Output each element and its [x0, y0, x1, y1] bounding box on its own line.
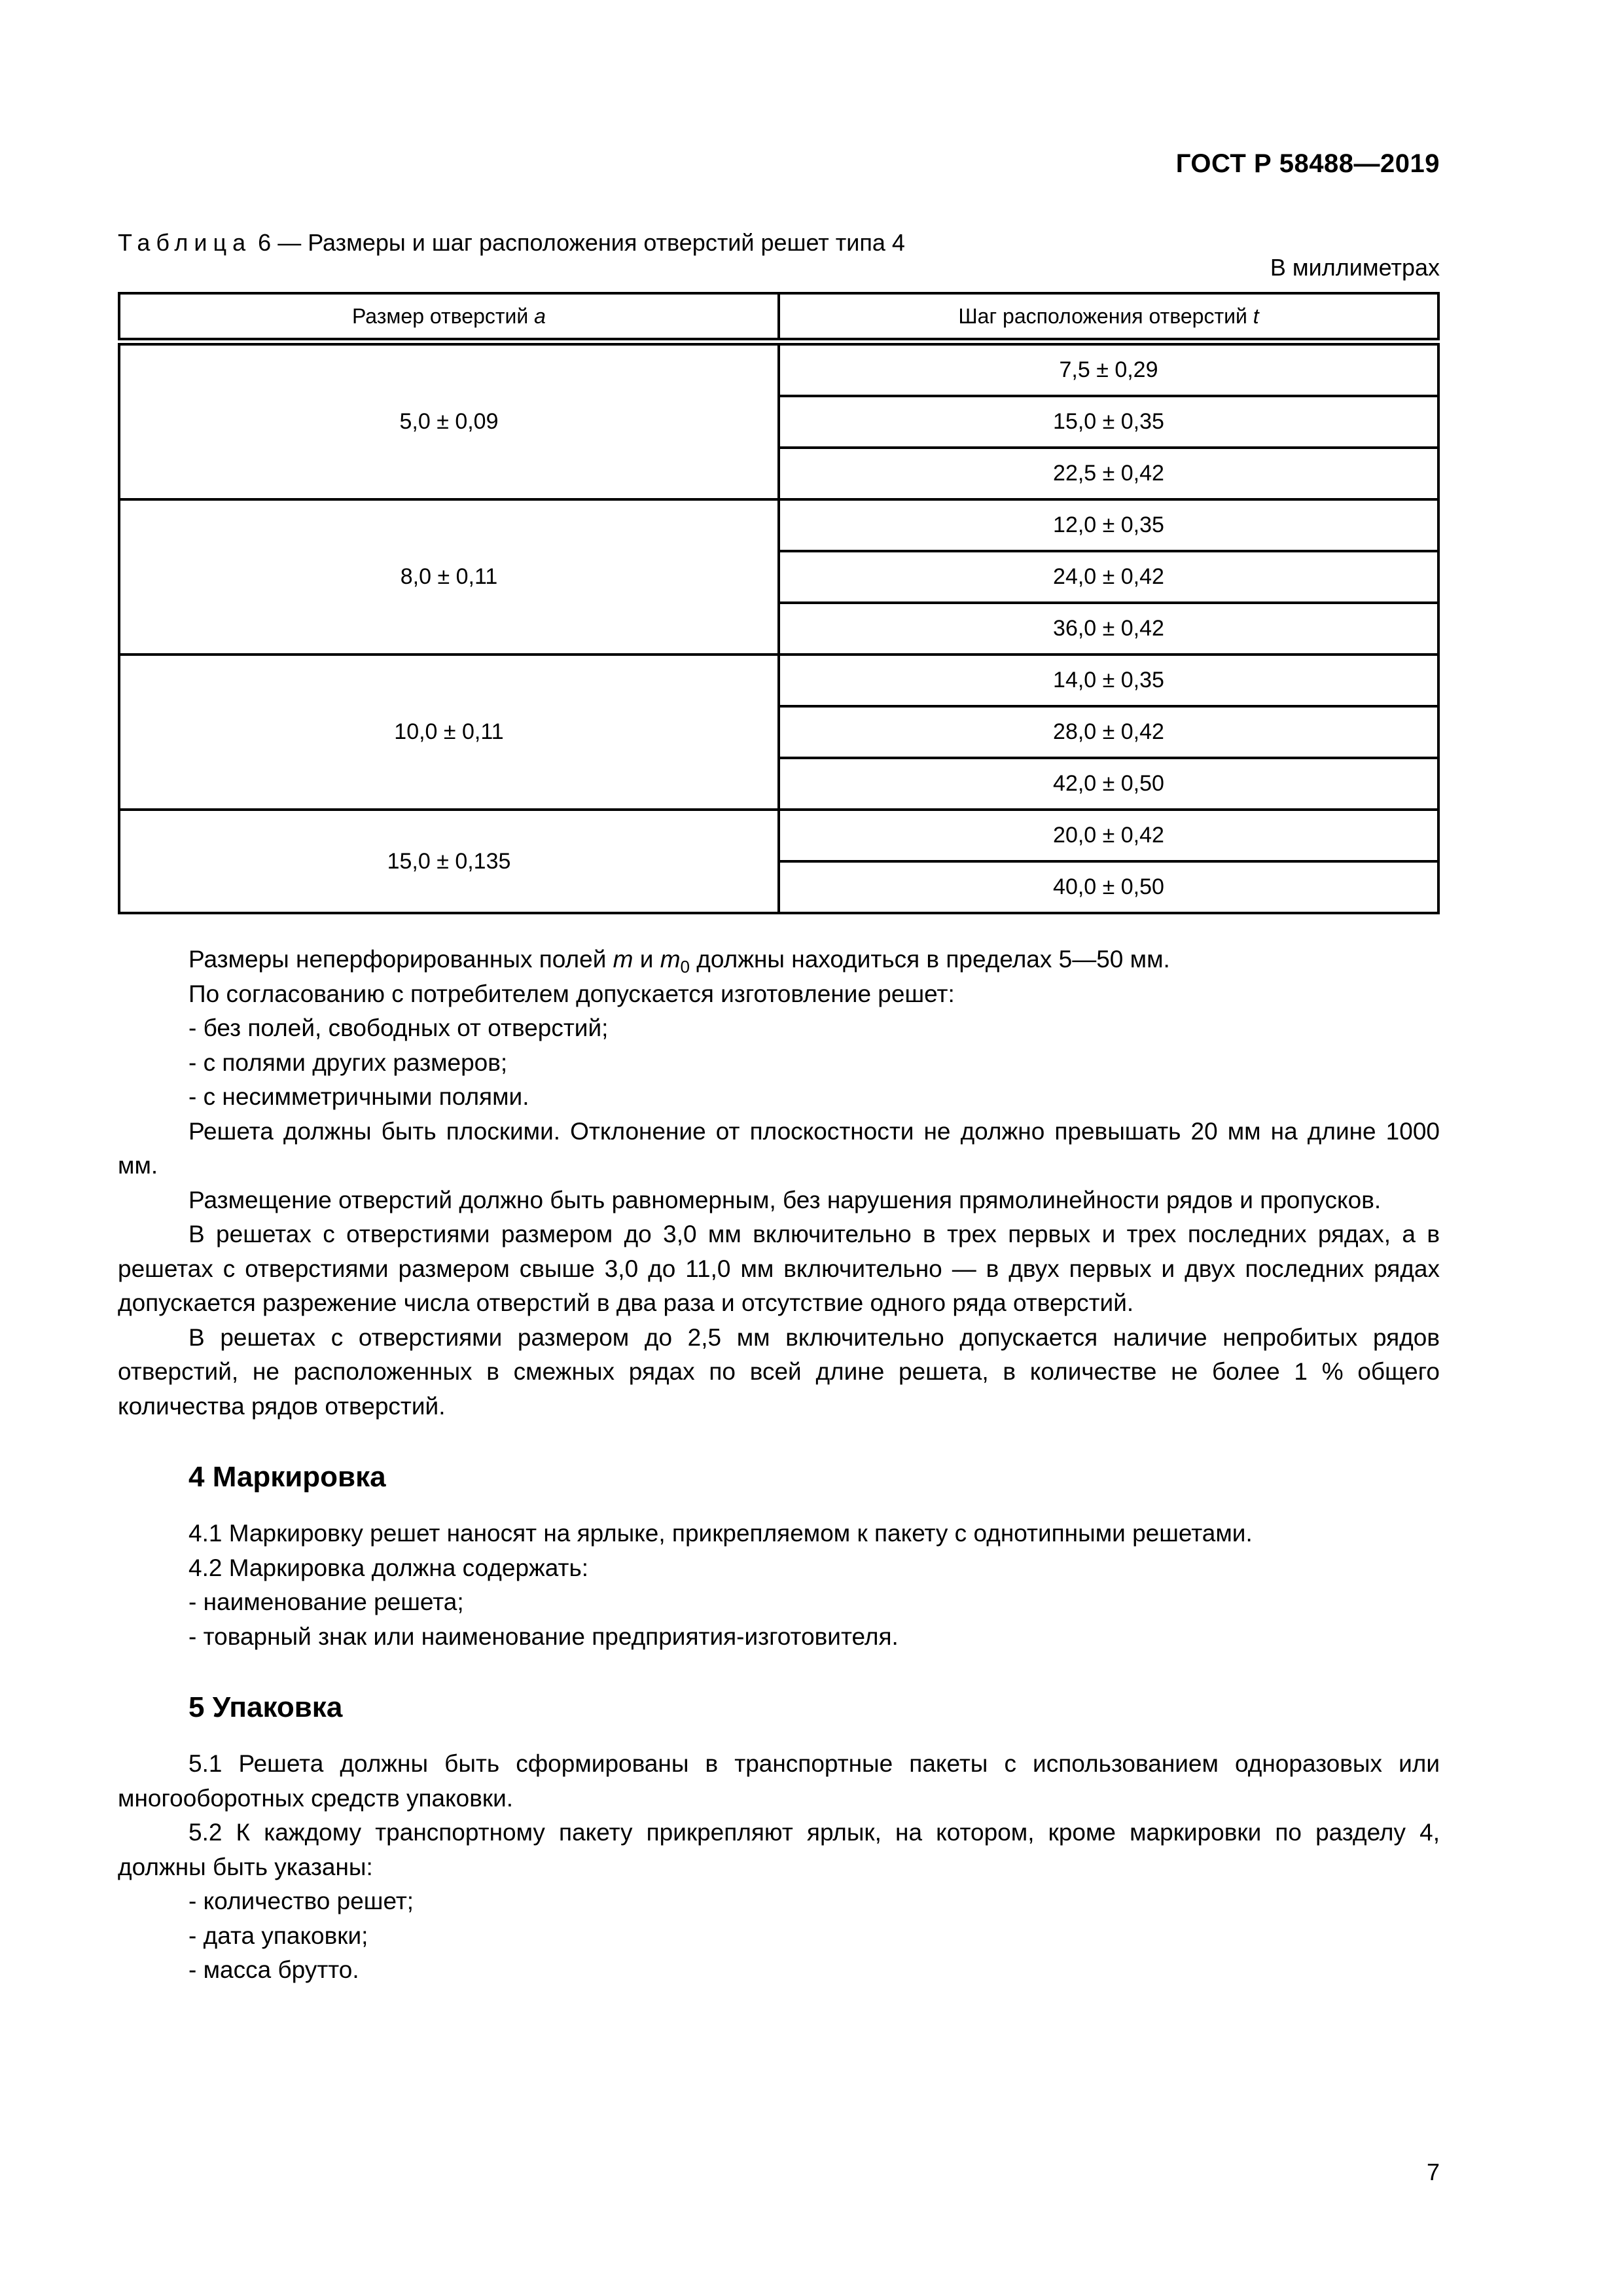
- document-body: [118, 942, 1440, 1988]
- hole-pitch-cell: 28,0 ± 0,42: [779, 706, 1438, 758]
- section-heading-packaging: 5 Упаковка: [188, 1691, 343, 1723]
- hole-pitch-cell: 22,5 ± 0,42: [779, 448, 1438, 499]
- column-header-hole-pitch: Шаг расположения отверстий t: [779, 293, 1438, 342]
- paragraph-hole-placement: Размещение отверстий должно быть равномерным, без нарушения прямолинейности рядов и пропусков.: [188, 1186, 1382, 1213]
- hole-pitch-cell: 12,0 ± 0,35: [779, 499, 1438, 551]
- column-header-hole-size: Размер отверстий a: [119, 293, 779, 342]
- table-caption-text: 6 — Размеры и шаг расположения отверстий решет типа 4: [258, 229, 905, 256]
- table-caption-prefix: Таблица: [118, 229, 252, 256]
- hole-size-cell: 5,0 ± 0,09: [119, 342, 779, 499]
- table-caption: [118, 229, 905, 257]
- symbol-t: t: [1253, 304, 1259, 328]
- paragraph-unpunched-rows: В решетах с отверстиями размером до 2,5 мм включительно допускается наличие непробитых рядов отверстий, не расположенных в смежных рядах по всей длине решета, в количестве не более 1 % общего количества рядов отверстий.: [118, 1323, 1440, 1420]
- hole-pitch-cell: 20,0 ± 0,42: [779, 810, 1438, 861]
- hole-pitch-cell: 36,0 ± 0,42: [779, 603, 1438, 655]
- list-item: - дата упаковки;: [188, 1922, 368, 1949]
- document-code-header: ГОСТ Р 58488—2019: [1175, 149, 1440, 178]
- list-item: - количество решет;: [188, 1888, 414, 1914]
- hole-size-cell: 8,0 ± 0,11: [119, 499, 779, 655]
- paragraph-unperforated-fields: Размеры неперфорированных полей m и $m_0$ должны находиться в пределах 5—50 мм.: [188, 946, 1170, 977]
- hole-pitch-cell: 14,0 ± 0,35: [779, 655, 1438, 706]
- table-units-note: В миллиметрах: [1270, 254, 1440, 281]
- symbol-a: a: [534, 304, 546, 328]
- list-item: - товарный знак или наименование предприятия-изготовителя.: [188, 1623, 899, 1650]
- clause-5-2: 5.2 К каждому транспортному пакету прикрепляют ярлык, на котором, кроме маркировки по разделу 4, должны быть указаны:: [118, 1819, 1440, 1880]
- paragraph-flatness: Решета должны быть плоскими. Отклонение от плоскостности не должно превышать 20 мм на длине 1000 мм.: [118, 1117, 1440, 1179]
- paragraph-thinning: В решетах с отверстиями размером до 3,0 мм включительно в трех первых и трех последних рядах, а в решетах с отверстиями размером свыше 3,0 до 11,0 мм включительно — в двух первых и двух последних рядах допускается разрежение числа отверстий в два раза и отсутствие одного ряда отверстий.: [118, 1221, 1440, 1316]
- hole-size-cell: 10,0 ± 0,11: [119, 655, 779, 810]
- list-item: - с несимметричными полями.: [188, 1083, 529, 1110]
- clause-4-2: 4.2 Маркировка должна содержать:: [188, 1554, 589, 1581]
- section-heading-marking: 4 Маркировка: [188, 1461, 386, 1493]
- clause-4-1: 4.1 Маркировку решет наносят на ярлыке, прикрепляемом к пакету с однотипными решетами.: [188, 1520, 1253, 1547]
- hole-size-table: [118, 292, 1440, 914]
- clause-5-1: 5.1 Решета должны быть сформированы в транспортные пакеты с использованием одноразовых или многооборотных средств упаковки.: [118, 1750, 1440, 1812]
- list-item: - без полей, свободных от отверстий;: [188, 1014, 609, 1041]
- table-row: [119, 499, 1438, 551]
- paragraph-by-agreement: По согласованию с потребителем допускается изготовление решет:: [188, 980, 955, 1007]
- hole-pitch-cell: 42,0 ± 0,50: [779, 758, 1438, 810]
- hole-pitch-cell: 15,0 ± 0,35: [779, 396, 1438, 448]
- list-item: - с полями других размеров;: [188, 1049, 508, 1076]
- table-row: [119, 810, 1438, 861]
- hole-pitch-cell: 40,0 ± 0,50: [779, 861, 1438, 913]
- hole-pitch-cell: 7,5 ± 0,29: [779, 342, 1438, 396]
- list-item: - наименование решета;: [188, 1588, 464, 1615]
- table-row: [119, 655, 1438, 706]
- list-item: - масса брутто.: [188, 1956, 359, 1983]
- table-row: [119, 342, 1438, 396]
- hole-pitch-cell: 24,0 ± 0,42: [779, 551, 1438, 603]
- hole-size-cell: 15,0 ± 0,135: [119, 810, 779, 913]
- page-number: 7: [1426, 2159, 1440, 2185]
- table-header-row: [119, 293, 1438, 342]
